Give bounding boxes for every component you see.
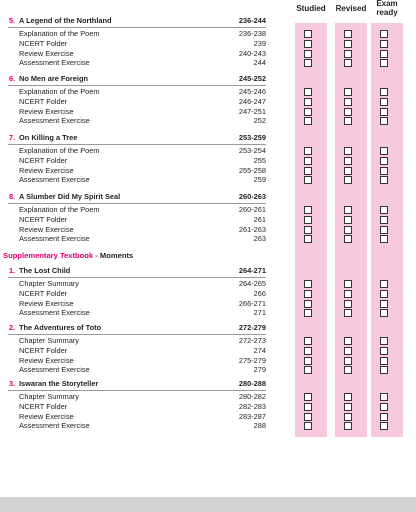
exam-ready-checkbox[interactable] <box>380 157 388 165</box>
revised-checkbox[interactable] <box>344 280 352 288</box>
exam-ready-checkbox[interactable] <box>380 300 388 308</box>
studied-checkbox[interactable] <box>304 337 312 345</box>
topic-page-range: 260-261 <box>238 205 266 214</box>
revised-checkbox[interactable] <box>344 30 352 38</box>
topic-row <box>0 402 416 412</box>
topic-label: Chapter Summary <box>19 392 79 401</box>
studied-checkbox[interactable] <box>304 366 312 374</box>
topic-label: NCERT Folder <box>19 345 68 355</box>
exam-ready-checkbox[interactable] <box>380 88 388 96</box>
revised-checkbox[interactable] <box>344 108 352 116</box>
studied-checkbox[interactable] <box>304 300 312 308</box>
topic-page-range: 264-265 <box>238 279 266 288</box>
topic-label: NCERT Folder <box>19 38 68 48</box>
revised-checkbox[interactable] <box>344 366 352 374</box>
topic-label: Explanation of the Poem <box>19 205 100 214</box>
studied-checkbox[interactable] <box>304 280 312 288</box>
chapter-heading <box>0 323 416 333</box>
topic-row <box>0 412 416 422</box>
exam-ready-checkbox[interactable] <box>380 366 388 374</box>
topic-row <box>0 392 416 402</box>
chapter-page-range: 280-288 <box>238 379 266 388</box>
chapter-number: 8. <box>9 192 16 201</box>
revised-checkbox[interactable] <box>344 147 352 155</box>
topic-row <box>0 279 416 289</box>
studied-header: Studied <box>296 4 326 13</box>
chapter-page-range: 272-279 <box>238 323 266 332</box>
exam-ready-checkbox[interactable] <box>380 206 388 214</box>
exam-ready-checkbox[interactable] <box>380 235 388 243</box>
chapter-title: Iswaran the Storyteller <box>19 379 99 388</box>
chapter-page-range: 253-259 <box>238 133 266 142</box>
chapter-divider <box>8 203 266 204</box>
exam-ready-checkbox[interactable] <box>380 167 388 175</box>
topic-row <box>0 58 416 68</box>
exam-ready-checkbox[interactable] <box>380 280 388 288</box>
topic-page-range: 288 <box>253 421 266 431</box>
studied-checkbox[interactable] <box>304 40 312 48</box>
topic-page-range: 255 <box>253 155 266 165</box>
studied-checkbox[interactable] <box>304 108 312 116</box>
topic-page-range: 253-254 <box>238 146 266 155</box>
topic-label: NCERT Folder <box>19 96 68 106</box>
topic-row <box>0 308 416 318</box>
topic-label: Assessment Exercise <box>19 116 90 126</box>
revised-checkbox[interactable] <box>344 40 352 48</box>
revised-checkbox[interactable] <box>344 206 352 214</box>
topic-label: Review Exercise <box>19 106 74 116</box>
chapter-page-range: 264-271 <box>238 266 266 275</box>
studied-checkbox[interactable] <box>304 413 312 421</box>
topic-row <box>0 215 416 225</box>
topic-page-range: 274 <box>253 345 266 355</box>
chapter-divider <box>8 144 266 145</box>
topic-row <box>0 299 416 309</box>
studied-checkbox[interactable] <box>304 176 312 184</box>
chapter-title: The Lost Child <box>19 266 71 275</box>
studied-checkbox[interactable] <box>304 422 312 430</box>
studied-checkbox[interactable] <box>304 59 312 67</box>
studied-checkbox[interactable] <box>304 393 312 401</box>
topic-label: Review Exercise <box>19 298 74 308</box>
studied-checkbox[interactable] <box>304 30 312 38</box>
topic-row <box>0 116 416 126</box>
topic-page-range: 236-238 <box>238 29 266 38</box>
chapter-divider <box>8 27 266 28</box>
section-separator: - <box>93 251 100 260</box>
exam-ready-checkbox[interactable] <box>380 337 388 345</box>
chapter-heading <box>0 192 416 202</box>
topic-label: NCERT Folder <box>19 155 68 165</box>
topic-page-range: 272-273 <box>238 336 266 345</box>
revised-checkbox[interactable] <box>344 290 352 298</box>
topic-label: Assessment Exercise <box>19 365 90 375</box>
topic-row <box>0 421 416 431</box>
section-textbook-label: Supplementary Textbook <box>3 251 94 260</box>
revised-checkbox[interactable] <box>344 235 352 243</box>
topic-page-range: 261-263 <box>238 224 266 234</box>
revised-checkbox[interactable] <box>344 216 352 224</box>
topic-row <box>0 156 416 166</box>
topic-row <box>0 346 416 356</box>
topic-page-range: 263 <box>253 234 266 244</box>
topic-label: Assessment Exercise <box>19 308 90 318</box>
topic-row <box>0 289 416 299</box>
topic-page-range: 261 <box>253 214 266 224</box>
topic-label: Explanation of the Poem <box>19 87 100 96</box>
topic-row <box>0 225 416 235</box>
topic-label: Review Exercise <box>19 411 74 421</box>
topic-row <box>0 336 416 346</box>
topic-row <box>0 365 416 375</box>
topic-page-range: 282-283 <box>238 401 266 411</box>
topic-label: Assessment Exercise <box>19 58 90 68</box>
exam-ready-checkbox[interactable] <box>380 98 388 106</box>
topic-page-range: 275-279 <box>238 355 266 365</box>
revised-checkbox[interactable] <box>344 357 352 365</box>
chapter-title: A Slumber Did My Spirit Seal <box>19 192 121 201</box>
topic-label: Assessment Exercise <box>19 175 90 185</box>
exam-ready-checkbox[interactable] <box>380 309 388 317</box>
topic-label: Explanation of the Poem <box>19 29 100 38</box>
topic-label: NCERT Folder <box>19 214 68 224</box>
topic-row <box>0 356 416 366</box>
studied-checkbox[interactable] <box>304 309 312 317</box>
topic-page-range: 283-287 <box>238 411 266 421</box>
revised-checkbox[interactable] <box>344 413 352 421</box>
topic-label: Review Exercise <box>19 224 74 234</box>
section-heading <box>3 251 133 261</box>
chapter-heading <box>0 379 416 389</box>
revised-checkbox[interactable] <box>344 117 352 125</box>
studied-checkbox[interactable] <box>304 226 312 234</box>
studied-checkbox[interactable] <box>304 167 312 175</box>
topic-page-range: 255-258 <box>238 165 266 175</box>
studied-checkbox[interactable] <box>304 147 312 155</box>
chapter-page-range: 236-244 <box>238 16 266 25</box>
revised-checkbox[interactable] <box>344 157 352 165</box>
topic-label: NCERT Folder <box>19 288 68 298</box>
topic-page-range: 239 <box>253 38 266 48</box>
chapter-heading <box>0 133 416 143</box>
topic-page-range: 259 <box>253 175 266 185</box>
topic-label: Review Exercise <box>19 48 74 58</box>
revised-checkbox[interactable] <box>344 337 352 345</box>
topic-page-range: 279 <box>253 365 266 375</box>
revised-checkbox[interactable] <box>344 167 352 175</box>
exam-ready-label: Exam ready <box>376 0 398 17</box>
chapter-title: On Killing a Tree <box>19 133 78 142</box>
topic-label: Assessment Exercise <box>19 421 90 431</box>
topic-row <box>0 49 416 59</box>
chapter-number: 5. <box>9 16 16 25</box>
revised-checkbox[interactable] <box>344 59 352 67</box>
topic-row <box>0 175 416 185</box>
revised-checkbox[interactable] <box>344 88 352 96</box>
revised-checkbox[interactable] <box>344 50 352 58</box>
exam-ready-checkbox[interactable] <box>380 403 388 411</box>
revised-checkbox[interactable] <box>344 403 352 411</box>
topic-page-range: 266 <box>253 288 266 298</box>
studied-checkbox[interactable] <box>304 117 312 125</box>
topic-label: Chapter Summary <box>19 279 79 288</box>
revised-checkbox[interactable] <box>344 176 352 184</box>
topic-row <box>0 146 416 156</box>
chapter-title: The Adventures of Toto <box>19 323 102 332</box>
studied-checkbox[interactable] <box>304 290 312 298</box>
chapter-heading <box>0 74 416 84</box>
studied-checkbox[interactable] <box>304 357 312 365</box>
exam-ready-checkbox[interactable] <box>380 30 388 38</box>
section-book-name: Moments <box>99 251 134 260</box>
chapter-number: 3. <box>9 379 16 388</box>
topic-label: Explanation of the Poem <box>19 146 100 155</box>
chapter-number: 2. <box>9 323 16 332</box>
chapter-number: 6. <box>9 74 16 83</box>
exam-ready-checkbox[interactable] <box>380 40 388 48</box>
revised-checkbox[interactable] <box>344 422 352 430</box>
studied-checkbox[interactable] <box>304 157 312 165</box>
revised-checkbox[interactable] <box>344 98 352 106</box>
exam-ready-checkbox[interactable] <box>380 117 388 125</box>
studied-checkbox[interactable] <box>304 50 312 58</box>
exam-ready-checkbox[interactable] <box>380 413 388 421</box>
topic-row <box>0 205 416 215</box>
topic-label: Assessment Exercise <box>19 234 90 244</box>
exam-ready-checkbox[interactable] <box>380 357 388 365</box>
chapter-title: No Men are Foreign <box>19 74 88 83</box>
chapter-heading <box>0 16 416 26</box>
studied-checkbox[interactable] <box>304 347 312 355</box>
revised-checkbox[interactable] <box>344 226 352 234</box>
chapter-number: 1. <box>9 266 16 275</box>
studied-checkbox[interactable] <box>304 216 312 224</box>
chapter-divider <box>8 277 266 278</box>
chapter-page-range: 245-252 <box>238 74 266 83</box>
studied-checkbox[interactable] <box>304 98 312 106</box>
revised-checkbox[interactable] <box>344 309 352 317</box>
studied-checkbox[interactable] <box>304 88 312 96</box>
exam-ready-checkbox[interactable] <box>380 226 388 234</box>
chapter-heading <box>0 266 416 276</box>
chapter-page-range: 260-263 <box>238 192 266 201</box>
revised-header: Revised <box>335 4 367 13</box>
topic-row <box>0 166 416 176</box>
topic-row <box>0 234 416 244</box>
topic-page-range: 252 <box>253 116 266 126</box>
topic-page-range: 271 <box>253 308 266 318</box>
exam-ready-checkbox[interactable] <box>380 393 388 401</box>
chapter-divider <box>8 390 266 391</box>
chapter-divider <box>8 334 266 335</box>
revised-checkbox[interactable] <box>344 347 352 355</box>
exam-ready-checkbox[interactable] <box>380 422 388 430</box>
topic-page-range: 280-282 <box>238 392 266 401</box>
topic-row <box>0 29 416 39</box>
exam-ready-checkbox[interactable] <box>380 59 388 67</box>
topic-label: Review Exercise <box>19 355 74 365</box>
studied-checkbox[interactable] <box>304 206 312 214</box>
topic-label: Chapter Summary <box>19 336 79 345</box>
revised-checkbox[interactable] <box>344 300 352 308</box>
topic-row <box>0 39 416 49</box>
chapter-title: A Legend of the Northland <box>19 16 112 25</box>
topic-page-range: 245-246 <box>238 87 266 96</box>
chapter-number: 7. <box>9 133 16 142</box>
exam-ready-checkbox[interactable] <box>380 50 388 58</box>
footer-bar <box>0 497 416 512</box>
topic-row <box>0 107 416 117</box>
topic-row <box>0 97 416 107</box>
studied-checkbox[interactable] <box>304 403 312 411</box>
topic-page-range: 266-271 <box>238 298 266 308</box>
chapter-divider <box>8 85 266 86</box>
topic-page-range: 244 <box>253 58 266 68</box>
exam-ready-checkbox[interactable] <box>380 347 388 355</box>
topic-label: NCERT Folder <box>19 401 68 411</box>
exam-ready-checkbox[interactable] <box>380 147 388 155</box>
topic-label: Review Exercise <box>19 165 74 175</box>
exam-ready-header <box>365 0 409 17</box>
topic-page-range: 247-251 <box>238 106 266 116</box>
exam-ready-checkbox[interactable] <box>380 216 388 224</box>
studied-checkbox[interactable] <box>304 235 312 243</box>
topic-page-range: 246-247 <box>238 96 266 106</box>
topic-page-range: 240-243 <box>238 48 266 58</box>
topic-row <box>0 87 416 97</box>
exam-ready-checkbox[interactable] <box>380 108 388 116</box>
exam-ready-checkbox[interactable] <box>380 290 388 298</box>
revised-checkbox[interactable] <box>344 393 352 401</box>
exam-ready-checkbox[interactable] <box>380 176 388 184</box>
